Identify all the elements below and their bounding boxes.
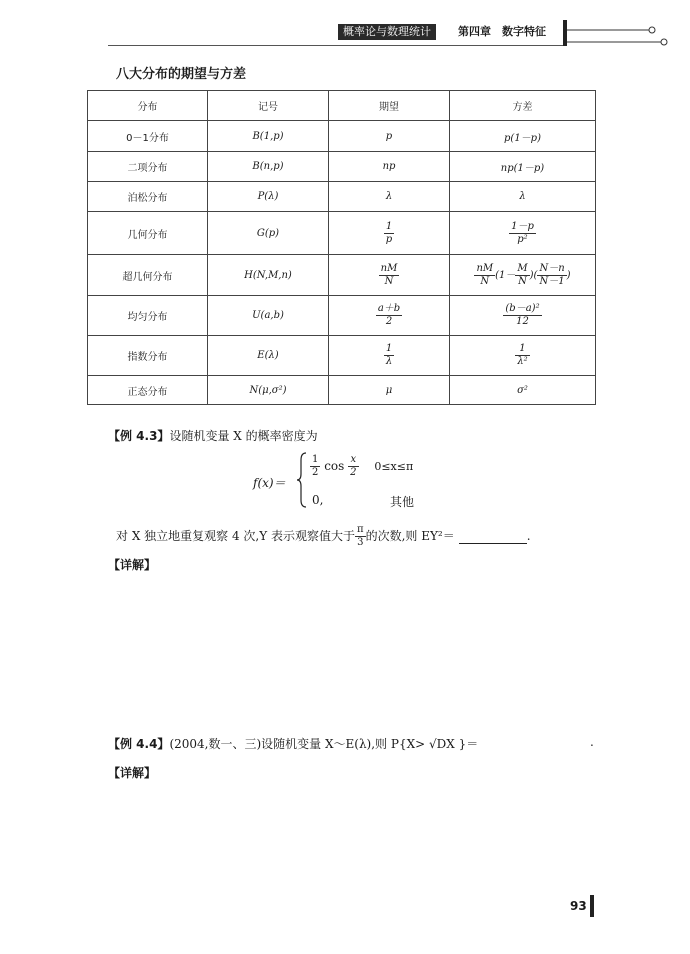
- numerator: x: [348, 454, 358, 467]
- section-title: 八大分布的期望与方差: [116, 67, 247, 82]
- dist-name: 均匀分布: [88, 296, 208, 336]
- fraction: [384, 343, 394, 368]
- numerator: 1－p: [511, 220, 534, 232]
- dist-variance: λ: [450, 182, 596, 212]
- fraction: [379, 263, 400, 288]
- denominator: 2: [385, 316, 393, 327]
- header-cell: 记号: [208, 91, 329, 121]
- question-text: 对 X 独立地重复观察 4 次,Y 表示观察值大于: [116, 529, 355, 543]
- denominator: N: [518, 275, 527, 287]
- denominator: N－1: [539, 275, 565, 287]
- fraction: [355, 524, 366, 549]
- numerator: 1: [515, 343, 529, 356]
- dist-mean: [329, 212, 450, 255]
- table-row: [88, 182, 596, 212]
- example-43-statement: [108, 427, 318, 444]
- numerator: nM: [476, 262, 494, 274]
- dist-variance: p(1－p): [450, 121, 596, 152]
- dist-name: 指数分布: [88, 336, 208, 376]
- numerator: nM: [380, 262, 398, 274]
- page-number: 93: [570, 899, 587, 913]
- fraction: [474, 263, 495, 288]
- fraction: [537, 263, 566, 288]
- answer-label-43: 【详解】: [108, 558, 157, 572]
- denominator: 2: [350, 467, 357, 478]
- dist-variance: np(1－p): [450, 152, 596, 182]
- numerator: M: [517, 262, 528, 274]
- fraction: [515, 343, 529, 368]
- header-cell: 期望: [329, 91, 450, 121]
- numerator: 1: [384, 221, 394, 234]
- dist-variance: [450, 212, 596, 255]
- answer-label-44: 【详解】: [108, 766, 157, 780]
- table-row: [88, 255, 596, 296]
- denominator: N: [384, 275, 394, 287]
- dist-variance: $\frac{nM}{N}$ (1－ $\frac{M}{N}$ )( $\frac{N-n}{N-1}$ ): [450, 255, 596, 296]
- density-case-2-condition: 其他: [390, 495, 415, 509]
- fraction: [515, 263, 529, 288]
- table-row: [88, 376, 596, 405]
- header-chapter: 第四章 数字特征: [458, 25, 546, 38]
- dist-notation: P(λ): [208, 182, 329, 212]
- dist-mean: [329, 296, 450, 336]
- example-text: (2004,数一、三)设随机变量 X～E(λ),则 P{X> √DX }＝: [169, 737, 479, 751]
- denominator: p: [385, 233, 393, 245]
- denominator: λ²: [517, 356, 528, 367]
- fraction: [376, 303, 402, 328]
- page-number-bar: [590, 895, 594, 917]
- numerator: 1: [312, 454, 319, 465]
- dist-mean: np: [329, 152, 450, 182]
- numerator: 1: [385, 343, 393, 354]
- fraction: [310, 454, 320, 479]
- fraction: [384, 221, 394, 246]
- density-lhs: f(x)＝: [253, 476, 286, 490]
- paren-close: ): [529, 269, 534, 281]
- dist-name: 二项分布: [88, 152, 208, 182]
- table-row: [88, 152, 596, 182]
- density-case-2-value: 0,: [312, 493, 324, 507]
- fraction: [503, 303, 541, 328]
- left-brace-icon: [296, 452, 308, 508]
- table-row: [88, 121, 596, 152]
- dist-mean: [329, 336, 450, 376]
- numerator: (b－a)²: [505, 303, 540, 314]
- dist-notation: H(N,M,n): [208, 255, 329, 296]
- header-decoration-icon: [567, 20, 677, 50]
- dist-name: 超几何分布: [88, 255, 208, 296]
- denominator: p²: [517, 233, 528, 245]
- denominator: N: [480, 275, 490, 287]
- question-end: .: [590, 735, 594, 749]
- distribution-table: [87, 90, 596, 405]
- dist-variance: σ²: [450, 376, 596, 405]
- fraction: [509, 221, 536, 246]
- denominator: λ: [385, 356, 393, 367]
- dist-mean: λ: [329, 182, 450, 212]
- example-label: 【例 4.3】: [108, 429, 170, 443]
- cos-text: cos: [324, 459, 345, 473]
- dist-name: 几何分布: [88, 212, 208, 255]
- example-text: 设随机变量 X 的概率密度为: [169, 429, 318, 443]
- dist-name: 泊松分布: [88, 182, 208, 212]
- example-label: 【例 4.4】: [108, 737, 170, 751]
- paren-open: (1－: [495, 269, 516, 281]
- denominator: 12: [516, 316, 529, 327]
- question-text: 的次数,则 EY²＝: [365, 529, 455, 543]
- table-row: [88, 296, 596, 336]
- denominator: 3: [357, 537, 364, 548]
- dist-mean: p: [329, 121, 450, 152]
- dist-notation: E(λ): [208, 336, 329, 376]
- dist-variance: [450, 336, 596, 376]
- numerator: π: [357, 524, 364, 535]
- header-rule: [108, 45, 567, 46]
- dist-notation: N(μ,σ²): [208, 376, 329, 405]
- dist-mean: [329, 255, 450, 296]
- dist-variance: [450, 296, 596, 336]
- header-book-title: 概率论与数理统计: [338, 24, 436, 40]
- example-44-statement: [108, 735, 478, 752]
- density-case-1: [310, 454, 413, 479]
- table-row: [88, 212, 596, 255]
- dist-notation: U(a,b): [208, 296, 329, 336]
- dist-mean: μ: [329, 376, 450, 405]
- numerator: N－n: [539, 262, 565, 274]
- table-row: [88, 336, 596, 376]
- answer-blank: [459, 529, 527, 544]
- dist-notation: B(1,p): [208, 121, 329, 152]
- example-43-question: [116, 524, 531, 549]
- dist-name: 0－1分布: [88, 121, 208, 152]
- question-end: .: [526, 529, 531, 543]
- denominator: 2: [312, 467, 319, 478]
- dist-notation: G(p): [208, 212, 329, 255]
- table-header-row: [88, 91, 596, 121]
- case-condition: 0≤x≤π: [374, 460, 414, 473]
- header-cell: 分布: [88, 91, 208, 121]
- fraction: [348, 454, 358, 479]
- dist-notation: B(n,p): [208, 152, 329, 182]
- numerator: a＋b: [377, 303, 401, 314]
- dist-name: 正态分布: [88, 376, 208, 405]
- header-cell: 方差: [450, 91, 596, 121]
